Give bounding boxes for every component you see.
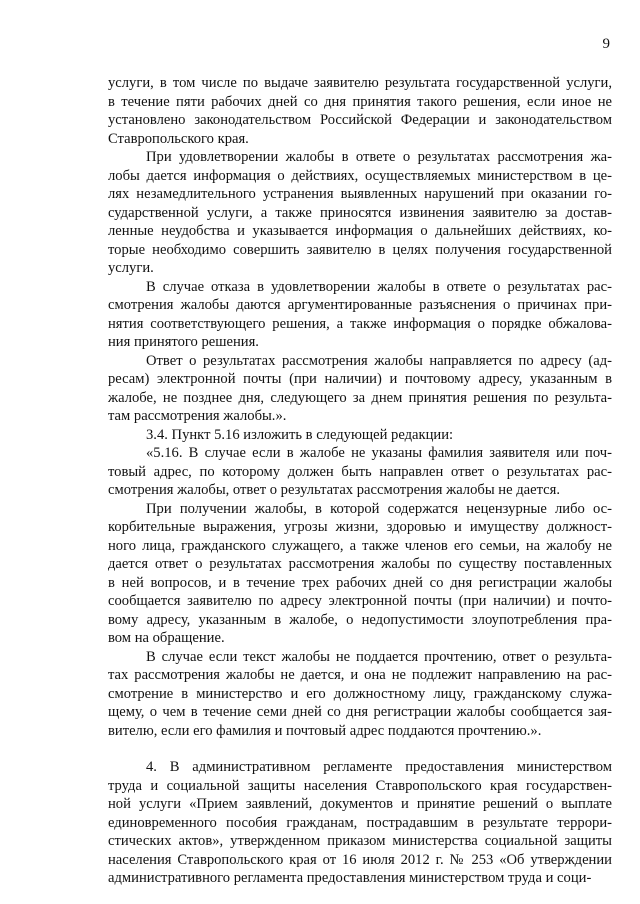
paragraph-gap [108,740,612,758]
text-line: При получении жалобы, в которой содержатся нецензурные либо ос- [146,500,612,517]
paragraph [108,74,612,148]
text-line: ленные неудобства и указывается информация о дальнейших действиях, ко- [108,223,612,239]
text-line: сударственной услуги, а также приносятся извинения заявителю за достав- [108,204,612,221]
paragraph [108,648,612,741]
text-line: товый адрес, по которому должен быть направлен ответ о результатах рас- [108,463,612,480]
text-line: сообщается заявителю по адресу электронной почты (при наличии) и почто- [108,593,612,609]
text-line: Ставропольского края. [108,130,249,147]
text-line: населения Ставропольского края от 16 июля 2012 г. № 253 «Об утверждении [108,851,612,868]
text-line: вому адресу, указанным в жалобе, о недопустимости злоупотребления пра- [108,611,612,628]
paragraph [108,352,612,426]
document-body [108,74,612,888]
text-line: корбительные выражения, угрозы жизни, здоровью и имуществу должност- [108,519,612,535]
text-line: торые необходимо совершить заявителю в целях получения государственной [108,241,612,258]
text-line: ния принятого решения. [108,334,259,350]
text-line: ной услуги «Прием заявлений, документов и принятие решений о выплате [108,796,612,812]
text-line: административного регламента предоставления министерством труда и соци- [108,870,592,886]
text-line: нятия соответствующего решения, а также информация о порядке обжалова- [108,315,612,332]
text-line: лобы дается информация о действиях, осуществляемых министерством в це- [108,167,612,184]
text-line: При удовлетворении жалобы в ответе о результатах рассмотрения жа- [146,149,612,165]
text-line: стических актов», утвержденном приказом министерства социальной защиты [108,833,612,849]
text-line: вителю, если его фамилия и почтовый адрес поддаются прочтению.». [108,722,542,739]
paragraph [108,426,612,445]
paragraph [108,444,612,500]
text-line: лях незамедлительного устранения выявленных нарушений при оказании го- [108,186,612,202]
text-line: смотрения жалобы даются аргументированные разъяснения о причинах при- [108,297,612,313]
paragraph [108,148,612,278]
text-line: услуги. [108,260,154,276]
text-line: ресам) электронной почты (при наличии) и почтовому адресу, указанным в [108,371,612,387]
text-line: «5.16. В случае если в жалобе не указаны фамилия заявителя или поч- [146,445,612,461]
paragraph [108,500,612,648]
text-line: дается ответ о результатах рассмотрения жалобы по существу поставленных [108,556,612,572]
text-line: В случае если текст жалобы не поддается прочтению, ответ о результа- [146,648,612,665]
text-line: ного лица, гражданского служащего, а также членов его семьи, на жалобу не [108,537,612,554]
text-line: в течение пяти рабочих дней со дня принятия такого решения, если иное не [108,93,612,110]
text-line: установлено законодательством Российской Федерации и законодательством [108,112,612,128]
text-line: 3.4. Пункт 5.16 изложить в следующей редакции: [146,426,454,443]
paragraph [108,758,612,888]
text-line: единовременного пособия гражданам, пострадавшим в результате террори- [108,814,612,831]
text-line: Ответ о результатах рассмотрения жалобы направляется по адресу (ад- [146,352,612,369]
text-line: 4. В административном регламенте предоставления министерством [146,759,612,775]
text-line: жалобе, не позднее дня, следующего за днем принятия решения по результа- [108,389,612,406]
paragraph [108,278,612,352]
text-line: труда и социальной защиты населения Ставропольского края государствен- [108,777,612,794]
page-number: 9 [602,36,610,52]
text-line: в ней вопросов, и в течение трех рабочих дней со дня регистрации жалобы [108,574,612,591]
text-line: щему, о чем в течение семи дней со дня регистрации жалобы сообщается зая- [108,704,612,720]
text-line: услуги, в том числе по выдаче заявителю результата государственной услуги, [108,75,612,91]
text-line: смотрение в министерство и его должностному лицу, гражданскому служа- [108,685,612,702]
text-line: тах рассмотрения жалобы не дается, и она не подлежит направлению на рас- [108,667,612,683]
text-line: там рассмотрения жалобы.». [108,408,287,424]
text-line: смотрения жалобы, ответ о результатах рассмотрения жалобы не дается. [108,482,560,498]
text-line: вом на обращение. [108,630,225,646]
text-line: В случае отказа в удовлетворении жалобы в ответе о результатах рас- [146,278,612,295]
